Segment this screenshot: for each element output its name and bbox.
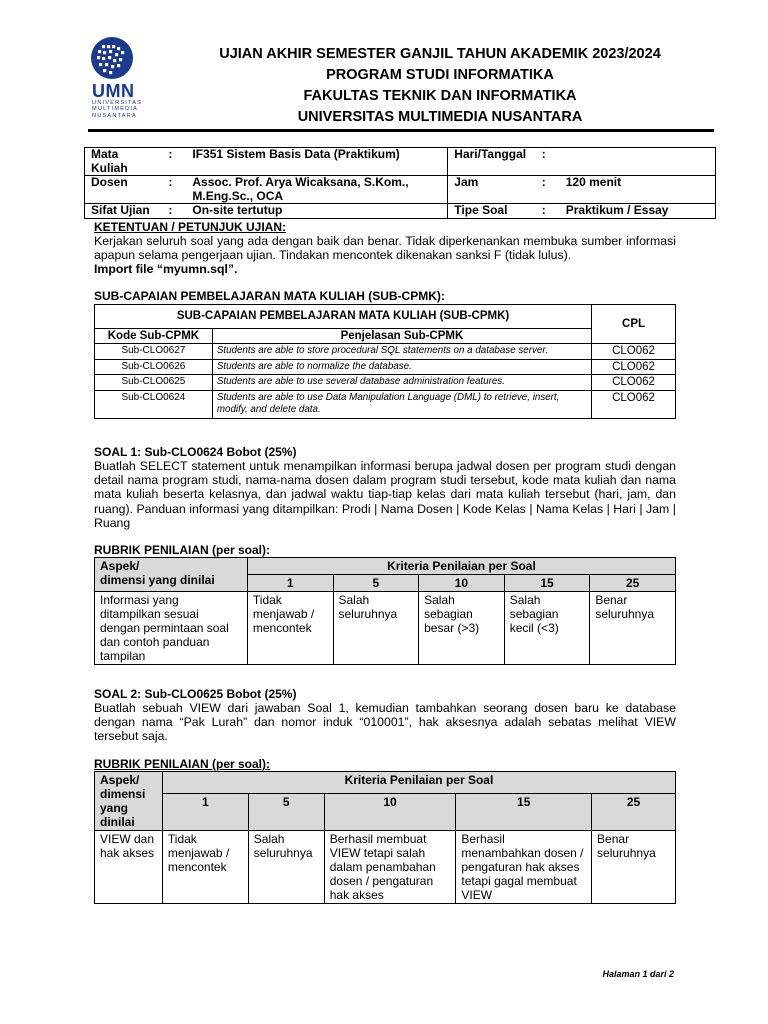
criteria-cell: Berhasil menambahkan dosen / pengaturan hak akses tetapi gagal membuat VIEW [456,831,592,904]
dosen-label: Dosen [85,176,163,204]
exam-info-table [84,147,716,219]
separator: : [536,204,560,219]
aspek-header-line-2: dimensi yang dinilai [100,573,215,587]
table-row [95,390,676,418]
score-header: 5 [248,794,324,831]
table-row [95,344,676,360]
soal-2-title: SOAL 2: Sub-CLO0625 Bobot (25%) [94,687,297,701]
table-row [95,375,676,391]
kriteria-header: Kriteria Penilaian per Soal [247,558,675,575]
ketentuan-text: Kerjakan seluruh soal yang ada dengan baik dan benar. Tidak diperkenankan membuka sumber informasi apapun selama pengerjaan ujian. Tindakan mencontek dikenakan sanksi F (tidak lulus). [94,234,676,263]
rubrik-1-title: RUBRIK PENILAIAN (per soal): [94,543,271,557]
aspek-cell: Informasi yang ditampilkan sesuai dengan permintaan soal dan contoh panduan tampilan [95,592,248,665]
rubrik-2-heading [94,757,676,771]
subcpmk-header-row [95,305,676,329]
subcpmk-heading [94,289,676,303]
subcpmk-desc: Students are able to normalize the database. [212,359,591,375]
table-row [95,592,676,665]
kriteria-header: Kriteria Penilaian per Soal [162,772,675,794]
subcpmk-title: SUB-CAPAIAN PEMBELAJARAN MATA KULIAH (SUB-CPMK): [94,289,445,303]
title-line-4: UNIVERSITAS MULTIMEDIA NUSANTARA [297,109,583,125]
sifat-value: On-site tertutup [186,204,447,219]
rubrik-1-table [94,557,676,665]
umn-logo [88,36,146,119]
import-instruction: Import file “myumn.sql”. [94,262,238,277]
score-header: 25 [590,575,676,592]
subcpmk-cpl: CLO062 [592,375,676,391]
separator: : [162,204,186,219]
score-header: 1 [247,575,333,592]
criteria-cell: Benar seluruhnya [592,831,676,904]
sifat-label: Sifat Ujian [85,204,163,219]
subcpmk-desc: Students are able to use several database administration features. [212,375,591,391]
ketentuan-title: KETENTUAN / PETUNJUK UJIAN: [94,220,287,234]
table-row [95,359,676,375]
score-header: 5 [333,575,419,592]
rubrik-1-heading [94,543,676,557]
rubrik-score-row [95,794,676,831]
aspek-header-line-1: Aspek/ [100,559,140,573]
subcpmk-cpl: CLO062 [592,390,676,418]
hari-value [560,148,716,176]
score-header: 15 [504,575,590,592]
logo-sub-2: MULTIMEDIA [92,106,139,113]
score-header: 15 [456,794,592,831]
mata-kuliah-value: IF351 Sistem Basis Data (Praktikum) [186,148,447,176]
score-header: 10 [324,794,456,831]
criteria-cell: Salah sebagian kecil (<3) [504,592,590,665]
score-header: 25 [592,794,676,831]
logo-sub-1: UNIVERSITAS [92,100,143,106]
subcpmk-desc: Students are able to store procedural SQL statements on a database server. [212,344,591,360]
soal-1-section [94,445,676,530]
ketentuan-section [94,220,676,277]
info-row [85,148,716,176]
tipe-value: Praktikum / Essay [560,204,716,219]
subcpmk-code: Sub-CLO0625 [95,375,213,391]
logo-sub-3: NUSANTARA [92,112,137,119]
criteria-cell: Tidak menjawab / mencontek [162,831,248,904]
umn-emblem-icon [88,36,136,80]
subcpmk-code: Sub-CLO0626 [95,359,213,375]
title-line-3: FAKULTAS TEKNIK DAN INFORMATIKA [303,88,577,104]
separator: : [162,176,186,204]
separator: : [536,148,560,176]
rubrik-2-table [94,771,676,904]
soal-2-section [94,687,676,744]
col-cpl: CPL [592,305,676,344]
criteria-cell: Salah sebagian besar (>3) [419,592,505,665]
subcpmk-header-row [95,328,676,344]
criteria-cell: Salah seluruhnya [248,831,324,904]
subcpmk-cpl: CLO062 [592,359,676,375]
criteria-cell: Berhasil membuat VIEW tetapi salah dalam penambahan dosen / pengaturan hak akses [324,831,456,904]
aspek-header: Aspek/ dimensi yang dinilai [95,772,163,831]
subcpmk-cpl: CLO062 [592,344,676,360]
header-divider [88,129,714,132]
page-number: Halaman 1 dari 2 [602,969,674,979]
rubrik-header-row [95,772,676,794]
dosen-value [186,176,447,204]
score-header: 1 [162,794,248,831]
jam-value: 120 menit [560,176,716,204]
hari-label: Hari/Tanggal [448,148,536,176]
rubrik-2-title: RUBRIK PENILAIAN (per soal): [94,757,271,771]
soal-2-text: Buatlah sebuah VIEW dari jawaban Soal 1, kemudian tambahkan seorang dosen baru ke database dengan nama “Pak Lurah” dan nomor induk “010001”, hak aksesnya adalah sebatas melihat VIEW tersebut saja. [94,701,676,744]
criteria-cell: Tidak menjawab / mencontek [247,592,333,665]
title-line-1: UJIAN AKHIR SEMESTER GANJIL TAHUN AKADEMIK 2023/2024 [219,46,661,62]
mata-kuliah-label: Mata Kuliah [85,148,163,176]
subcpmk-desc: Students are able to use Data Manipulation Language (DML) to retrieve, insert, modify, and delete data. [212,390,591,418]
col-kode: Kode Sub-CPMK [95,328,213,344]
subcpmk-table [94,304,676,419]
subcpmk-code: Sub-CLO0624 [95,390,213,418]
tipe-label: Tipe Soal [448,204,536,219]
criteria-cell: Salah seluruhnya [333,592,419,665]
jam-label: Jam [448,176,536,204]
col-penjelasan: Penjelasan Sub-CPMK [212,328,591,344]
title-line-2: PROGRAM STUDI INFORMATIKA [326,67,554,83]
separator: : [536,176,560,204]
info-row [85,176,716,204]
table-row [95,831,676,904]
separator: : [162,148,186,176]
dosen-line-1: Assoc. Prof. Arya Wicaksana, S.Kom., [192,175,409,189]
logo-text: UMN [92,81,135,101]
subcpmk-table-title: SUB-CAPAIAN PEMBELAJARAN MATA KULIAH (SUB-CPMK) [95,305,592,329]
dosen-line-2: M.Eng.Sc., OCA [192,188,284,203]
score-header: 10 [419,575,505,592]
criteria-cell: Benar seluruhnya [590,592,676,665]
rubrik-header-row [95,558,676,575]
info-row [85,204,716,219]
aspek-cell: VIEW dan hak akses [95,831,163,904]
soal-1-title: SOAL 1: Sub-CLO0624 Bobot (25%) [94,445,297,459]
soal-1-text: Buatlah SELECT statement untuk menampilkan informasi berupa jadwal dosen per program studi dengan detail nama program studi, nama-nama dosen dalam program studi tersebut, kode mata kuliah dan nama mata kuliah beserta kelasnya, dan jadwal waktu tiap-tiap kelas dari mata kuliah tersebut (hari, jam, dan ruang). Panduan informasi yang ditampilkan: Prodi | Nama Dosen | Kode Kelas | Nama Kelas | Hari | Jam | Ruang [94,459,676,530]
aspek-header [95,558,248,592]
exam-title [160,44,720,128]
subcpmk-code: Sub-CLO0627 [95,344,213,360]
